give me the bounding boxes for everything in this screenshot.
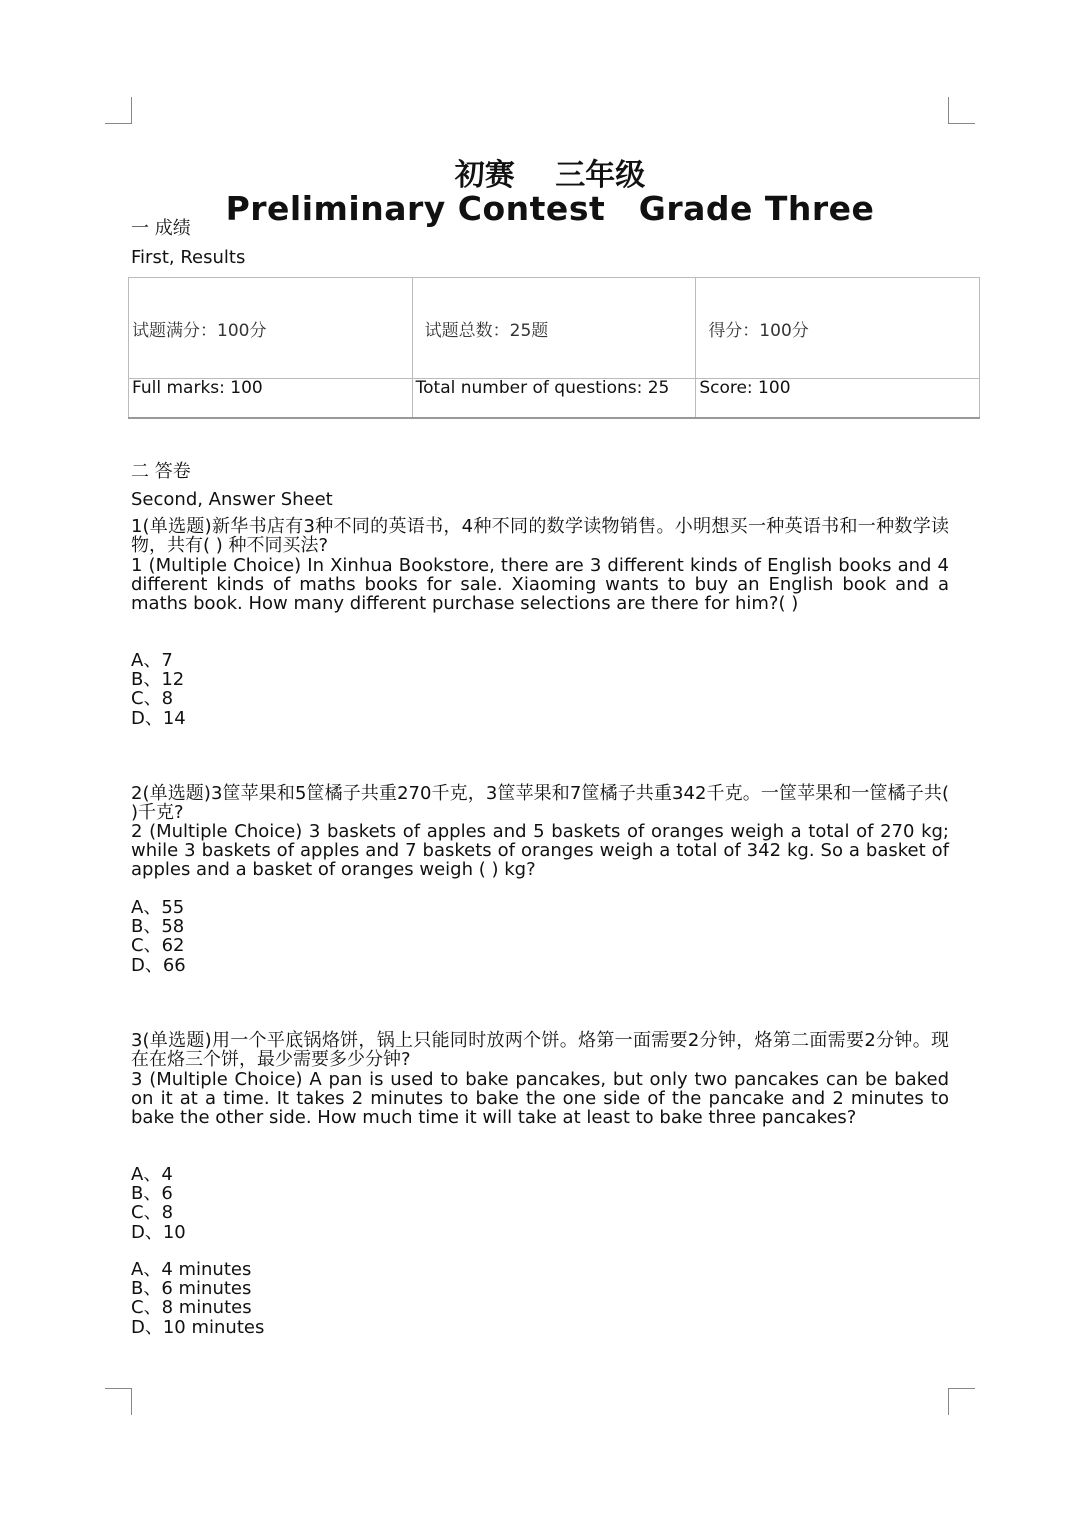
score-row-cn (129, 278, 980, 379)
question-3-options-en (131, 1260, 631, 1337)
full-marks-en: Full marks: 100 (129, 379, 413, 419)
question-1-en: 1 (Multiple Choice) In Xinhua Bookstore, there are 3 different kinds of English books and 4 different kinds of maths books for sale. Xiaoming wants to buy an English book and a maths book. How many different purchase selections are there for him?( ) (131, 555, 949, 615)
section2-heading-en: Second, Answer Sheet (131, 489, 333, 510)
total-questions-cn: 试题总数：25题 (412, 278, 696, 379)
option-b: B、12 (131, 669, 185, 691)
score-table (128, 277, 980, 419)
question-3-cn: 3(单选题)用一个平底锅烙饼，锅上只能同时放两个饼。烙第一面需要2分钟，烙第二面需要2分钟。现在在烙三个饼，最少需要多少分钟? (131, 1030, 949, 1071)
score-row-en (129, 379, 980, 419)
crop-mark-top-right (948, 97, 975, 124)
option-b-en: B、6 minutes (131, 1278, 252, 1300)
option-a-en: A、4 minutes (131, 1259, 252, 1280)
full-marks-cn: 试题满分：100分 (129, 278, 413, 379)
title-chinese: 初赛 三年级 (454, 158, 646, 193)
section1-heading-en: First, Results (131, 247, 246, 268)
option-c-en: C、8 minutes (131, 1297, 252, 1319)
title-english: Preliminary Contest Grade Three (225, 189, 875, 228)
crop-mark-bottom-left (105, 1388, 132, 1415)
crop-mark-bottom-right (948, 1388, 975, 1415)
total-questions-en: Total number of questions: 25 (412, 379, 696, 419)
option-b: B、58 (131, 916, 185, 938)
score-cn: 得分：100分 (696, 278, 980, 379)
option-c: C、62 (131, 935, 185, 957)
option-d: D、10 (131, 1221, 186, 1243)
question-3-en: 3 (Multiple Choice) A pan is used to bake pancakes, but only two pancakes can be baked on it at a time. It takes 2 minutes to bake the one side of the pancake and 2 minutes to bake the other side. How much time it will take at least to bake three pancakes? (131, 1069, 949, 1129)
question-3-options (131, 1165, 631, 1242)
question-2-options (131, 898, 631, 975)
option-b: B、6 (131, 1183, 173, 1205)
option-c: C、8 (131, 1202, 174, 1224)
section1-heading-cn: 一 成绩 (131, 218, 191, 239)
option-a: A、55 (131, 897, 185, 918)
crop-mark-top-left (105, 97, 132, 124)
option-d: D、66 (131, 954, 186, 976)
question-1-cn: 1(单选题)新华书店有3种不同的英语书，4种不同的数学读物销售。小明想买一种英语书和一种数学读物，共有( ) 种不同买法? (131, 516, 949, 557)
option-d: D、14 (131, 707, 186, 729)
section2-heading-cn: 二 答卷 (131, 461, 191, 482)
option-c: C、8 (131, 688, 174, 710)
question-1-options (131, 651, 631, 728)
score-en: Score: 100 (696, 379, 980, 419)
option-d-en: D、10 minutes (131, 1316, 265, 1338)
question-2-en: 2 (Multiple Choice) 3 baskets of apples and 5 baskets of oranges weigh a total of 270 kg; while 3 baskets of apples and 7 baskets of oranges weigh a total of 342 kg. So a basket of apples and a basket of oranges weigh ( ) kg? (131, 821, 949, 881)
question-2-cn: 2(单选题)3筐苹果和5筐橘子共重270千克，3筐苹果和7筐橘子共重342千克。一筐苹果和一筐橘子共( )千克? (131, 783, 949, 824)
option-a: A、4 (131, 1164, 173, 1185)
option-a: A、7 (131, 650, 173, 671)
